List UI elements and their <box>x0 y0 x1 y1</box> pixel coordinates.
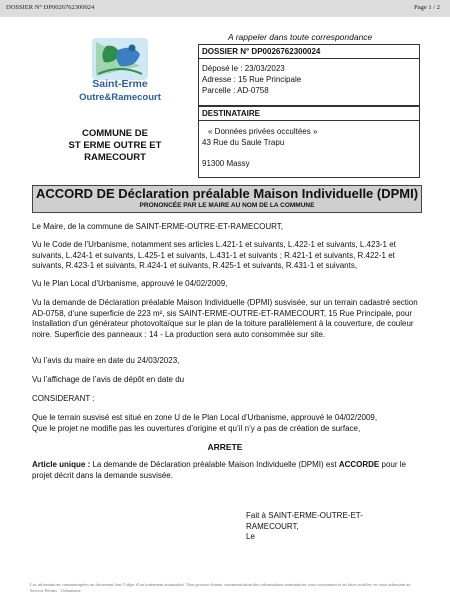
destinataire-nom: « Données privées occultées » <box>208 127 318 136</box>
article-label: Article unique : <box>32 460 91 469</box>
adresse: Adresse : 15 Rue Principale <box>202 75 302 84</box>
commune-name <box>40 128 190 164</box>
considerant-1: Que le terrain susvisé est situé en zone U de le Plan Local d’Urbanisme, approuvé le 04/02/2009, <box>32 413 378 422</box>
decision-subtitle: PRONONCÉE PAR LE MAIRE AU NOM DE LA COMMUNE <box>139 202 315 209</box>
fait-line2: RAMECOURT, <box>246 521 299 531</box>
header-dossier: DOSSIER N° DP0026762300024 <box>6 4 95 11</box>
commune-line3: RAMECOURT <box>84 152 146 163</box>
decision-title: ACCORD DE Déclaration préalable Maison Individuelle (DPMI) <box>35 186 419 201</box>
article-unique <box>32 460 422 481</box>
dossier-box <box>198 44 420 106</box>
avis-paragraph: Vu l’avis du maire en date du 24/03/2023, <box>32 356 180 365</box>
footer-notice: Les informations communiquées au document font l’objet d’un traitement automatisé. Vous pouvez obtenir communication des informations nominatives vous concernant et en faire rectifier, en vous adressant au Service Permis - Urbanisme. <box>30 582 411 593</box>
destinataire-title: DESTINATAIRE <box>199 107 419 121</box>
article-text-1: La demande de Déclaration préalable Maison Individuelle (DPMI) est <box>90 460 339 469</box>
considerant-2: Que le projet ne modifie pas les ouvertures d’origine et qu’il n’y a pas de création de surface, <box>32 424 361 433</box>
rappel-note: A rappeler dans toute correspondance <box>228 32 373 42</box>
maire-paragraph: Le Maire, de la commune de SAINT-ERME-OUTRE-ET-RAMECOURT, <box>32 222 284 231</box>
plu-paragraph: Vu le Plan Local d’Urbanisme, approuvé le 04/02/2009, <box>32 279 228 288</box>
commune-line2: ST ERME OUTRE ET <box>68 140 162 151</box>
decision-title-box <box>32 185 422 213</box>
header-page: Page 1 / 2 <box>414 4 440 11</box>
fait-line1: Fait à SAINT-ERME-OUTRE-ET- <box>246 511 363 520</box>
fait-block <box>246 511 406 543</box>
parcelle: Parcelle : AD-0758 <box>202 86 269 95</box>
destinataire-ville: 91300 Massy <box>202 159 250 168</box>
article-accorde: ACCORDE <box>338 460 380 469</box>
header-bar <box>0 0 450 17</box>
commune-line1: COMMUNE DE <box>82 128 148 139</box>
code-paragraph: Vu le Code de l’Urbanisme, notamment ses articles L.421-1 et suivants, L.422-1 et suivants, L.423-1 et suivants, L.424-1 et suivants, L.425-1 et suivants, L.431-1 et suivants ; R.421-1 et suivants, R.422-1 et suivants, R.423-1 et suivants, R.424-1 et suivants, R.425-1 et suivants, R.431-1 et suivants, <box>32 240 396 270</box>
considerant-heading: CONSIDERANT : <box>32 394 95 403</box>
affichage-paragraph: Vu l’affichage de l’avis de dépôt en date du <box>32 375 185 384</box>
logo-line1: Saint-Erme <box>92 78 148 90</box>
depose-date: Déposé le : 23/03/2023 <box>202 64 285 73</box>
demande-paragraph: Vu la demande de Déclaration préalable Maison Individuelle (DPMI) susvisée, sur un terrain cadastré section AD-0758, d’une superficie de 223 m², sis SAINT-ERME-OUTRE-ET-RAMECOURT, 15 Rue Principale, pour Installation d’un générateur photovoltaïque sur le plan de la toiture parallèlement à la couverture, de couleur noire. Superficie des panneaux : 14 - La production sera auto consommée sur site. <box>32 298 418 339</box>
destinataire-box <box>198 106 420 178</box>
arrete-heading: ARRETE <box>207 442 243 452</box>
dossier-box-title: DOSSIER N° DP0026762300024 <box>199 45 419 59</box>
logo-emblem-icon <box>72 36 168 116</box>
fait-line3: Le <box>246 532 255 541</box>
commune-logo <box>72 36 168 116</box>
destinataire-rue: 43 Rue du Saule Trapu <box>202 138 285 147</box>
logo-line2: Outre&Ramecourt <box>79 92 161 103</box>
article-text-2: pour le projet décrit dans la demande susvisée. <box>32 460 406 480</box>
